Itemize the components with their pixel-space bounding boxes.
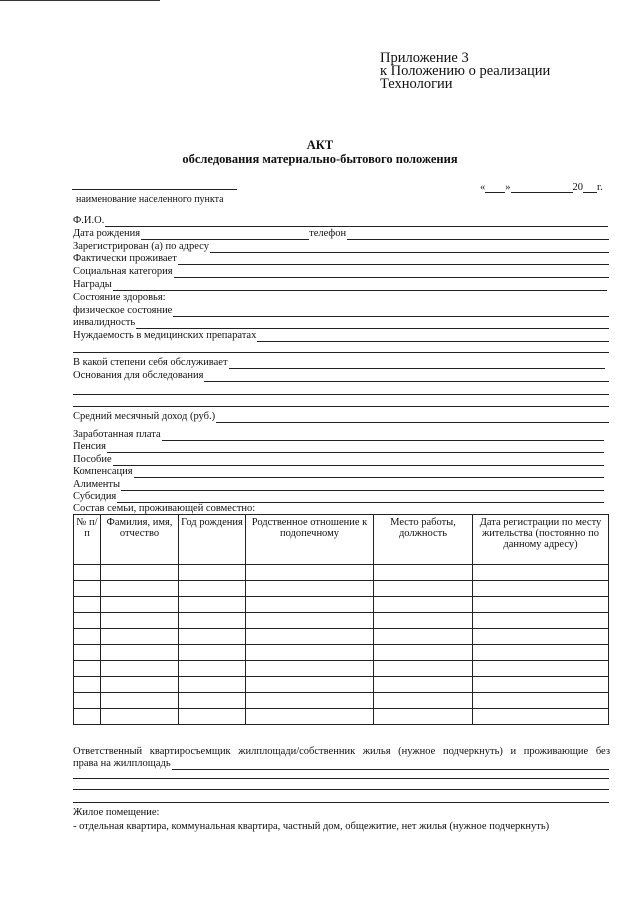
table-cell[interactable] <box>74 565 101 581</box>
table-cell[interactable] <box>101 645 179 661</box>
physical-state-label: физическое состояние <box>73 305 173 316</box>
table-row <box>74 645 609 661</box>
physical-state-row[interactable] <box>73 305 609 317</box>
table-cell[interactable] <box>101 581 179 597</box>
table-cell[interactable] <box>473 709 609 725</box>
table-cell[interactable] <box>246 629 374 645</box>
disability-label: инвалидность <box>73 317 136 328</box>
table-cell[interactable] <box>179 565 246 581</box>
table-row <box>74 629 609 645</box>
avg-income-label: Средний месячный доход (руб.) <box>73 411 216 422</box>
phone-label: телефон <box>309 228 347 239</box>
table-cell[interactable] <box>246 661 374 677</box>
table-cell[interactable] <box>374 629 473 645</box>
table-row <box>74 597 609 613</box>
medication-row[interactable] <box>73 330 609 342</box>
table-cell[interactable] <box>74 597 101 613</box>
date-close-quote: » <box>505 182 511 193</box>
table-cell[interactable] <box>246 597 374 613</box>
table-cell[interactable] <box>473 613 609 629</box>
date-suffix: г. <box>597 182 603 193</box>
housing-label: Жилое помещение: <box>73 807 160 818</box>
table-row <box>74 613 609 629</box>
birth-phone-row[interactable] <box>73 228 609 240</box>
table-cell[interactable] <box>374 597 473 613</box>
settlement-field[interactable] <box>72 189 237 190</box>
table-cell[interactable] <box>473 597 609 613</box>
tenant-line-2: права на жилплощадь <box>73 758 171 769</box>
table-cell[interactable] <box>473 629 609 645</box>
top-edge-line <box>0 0 160 1</box>
registered-label: Зарегистрирован (а) по адресу <box>73 241 209 252</box>
actual-address-input[interactable] <box>178 254 609 265</box>
survey-basis-label: Основания для обследования <box>73 370 204 381</box>
table-cell[interactable] <box>246 613 374 629</box>
col-number-header: № п/п <box>74 515 101 565</box>
salary-row[interactable] <box>73 429 604 441</box>
disability-input[interactable] <box>136 318 609 329</box>
allowance-label: Пособие <box>73 454 112 465</box>
date-month-blank[interactable] <box>511 182 573 193</box>
awards-label: Награды <box>73 279 112 290</box>
tenant-line-1: Ответственный квартиросъемщик жилплощади/собственник жилья (нужное подчеркнуть) и проживающие без <box>73 746 610 757</box>
table-cell[interactable] <box>246 677 374 693</box>
table-cell[interactable] <box>74 661 101 677</box>
salary-label: Заработанная плата <box>73 429 161 440</box>
survey-basis-line-3[interactable] <box>73 406 609 407</box>
table-cell[interactable] <box>374 661 473 677</box>
table-cell[interactable] <box>179 613 246 629</box>
col-birth-year-header: Год рождения <box>179 515 246 565</box>
allowance-row[interactable] <box>73 454 604 466</box>
housing-options: - отдельная квартира, коммунальная квартира, частный дом, общежитие, нет жилья (нужное подчеркнуть) <box>73 821 550 832</box>
table-cell[interactable] <box>473 581 609 597</box>
document-title: АКТ <box>306 138 334 152</box>
table-cell[interactable] <box>179 709 246 725</box>
pension-input[interactable] <box>107 442 604 453</box>
self-care-row[interactable] <box>73 357 605 369</box>
phone-input[interactable] <box>347 229 609 240</box>
social-category-row[interactable] <box>73 266 609 278</box>
tenant-line-2-row[interactable] <box>73 758 609 770</box>
table-cell[interactable] <box>246 709 374 725</box>
table-cell[interactable] <box>74 613 101 629</box>
date-year-blank[interactable] <box>583 182 597 193</box>
table-cell[interactable] <box>374 565 473 581</box>
appendix-line-1: Приложение 3 <box>380 50 469 66</box>
fio-label: Ф.И.О. <box>73 215 105 226</box>
date-day-blank[interactable] <box>485 182 505 193</box>
fio-input[interactable] <box>105 216 608 227</box>
table-cell[interactable] <box>179 677 246 693</box>
table-cell[interactable] <box>179 661 246 677</box>
date-open-quote: « <box>480 182 486 193</box>
medication-extra-line[interactable] <box>73 352 609 353</box>
allowance-input[interactable] <box>113 455 604 466</box>
family-table <box>73 514 609 725</box>
document-subtitle: обследования материально-бытового положения <box>182 152 458 166</box>
table-cell[interactable] <box>473 645 609 661</box>
date-field[interactable] <box>480 182 603 193</box>
compensation-label: Компенсация <box>73 466 133 477</box>
table-cell[interactable] <box>74 677 101 693</box>
appendix-line-2: к Положению о реализации <box>380 63 551 79</box>
subsidy-label: Субсидия <box>73 491 117 502</box>
date-year-prefix: 20 <box>572 182 583 193</box>
avg-income-row[interactable] <box>73 411 609 423</box>
salary-input[interactable] <box>162 430 604 441</box>
actual-address-label: Фактически проживает <box>73 253 177 264</box>
appendix-line-3: Технологии <box>380 76 453 92</box>
social-category-label: Социальная категория <box>73 266 173 277</box>
table-cell[interactable] <box>101 629 179 645</box>
table-row <box>74 565 609 581</box>
table-cell[interactable] <box>374 613 473 629</box>
col-name-header: Фамилия, имя, отчество <box>101 515 179 565</box>
table-cell[interactable] <box>74 629 101 645</box>
table-cell[interactable] <box>179 629 246 645</box>
table-cell[interactable] <box>74 693 101 709</box>
table-cell[interactable] <box>473 693 609 709</box>
compensation-row[interactable] <box>73 466 604 478</box>
table-cell[interactable] <box>179 581 246 597</box>
table-row <box>74 661 609 677</box>
registered-row[interactable] <box>73 241 609 253</box>
tenant-line-3[interactable] <box>73 778 609 779</box>
settlement-label: наименование населенного пункта <box>76 194 224 205</box>
appendix-note <box>380 52 550 91</box>
fio-row[interactable] <box>73 215 608 227</box>
compensation-input[interactable] <box>134 467 604 478</box>
tenant-line-4[interactable] <box>73 789 609 790</box>
table-row <box>74 677 609 693</box>
tenant-paragraph <box>73 746 610 758</box>
pension-row[interactable] <box>73 441 604 453</box>
family-table-header <box>74 515 609 565</box>
table-cell[interactable] <box>374 581 473 597</box>
table-cell[interactable] <box>179 693 246 709</box>
avg-income-input[interactable] <box>216 412 609 423</box>
table-cell[interactable] <box>246 645 374 661</box>
subsidy-row[interactable] <box>73 491 604 503</box>
disability-row[interactable] <box>73 317 609 329</box>
table-row <box>74 693 609 709</box>
social-category-input[interactable] <box>174 267 609 278</box>
table-cell[interactable] <box>179 597 246 613</box>
table-cell[interactable] <box>246 693 374 709</box>
alimony-label: Алименты <box>73 479 121 490</box>
table-cell[interactable] <box>101 709 179 725</box>
registered-input[interactable] <box>210 242 609 253</box>
table-cell[interactable] <box>473 677 609 693</box>
survey-basis-line-2[interactable] <box>73 394 609 395</box>
awards-input[interactable] <box>113 280 607 291</box>
survey-basis-row[interactable] <box>73 370 609 382</box>
medication-input[interactable] <box>257 331 609 342</box>
col-relation-header: Родственное отношение к подопечному <box>246 515 374 565</box>
table-cell[interactable] <box>246 565 374 581</box>
table-cell[interactable] <box>74 645 101 661</box>
health-state-label: Состояние здоровья: <box>73 292 166 303</box>
col-workplace-header: Место работы, должность <box>374 515 473 565</box>
subsidy-input[interactable] <box>117 492 604 503</box>
table-cell[interactable] <box>374 645 473 661</box>
table-cell[interactable] <box>101 597 179 613</box>
table-cell[interactable] <box>246 581 374 597</box>
physical-state-input[interactable] <box>173 306 609 317</box>
table-cell[interactable] <box>101 565 179 581</box>
table-cell[interactable] <box>473 661 609 677</box>
self-care-label: В какой степени себя обслуживает <box>73 357 228 368</box>
actual-address-row[interactable] <box>73 253 609 265</box>
table-cell[interactable] <box>374 709 473 725</box>
birth-date-input[interactable] <box>141 229 309 240</box>
table-cell[interactable] <box>179 645 246 661</box>
table-cell[interactable] <box>101 613 179 629</box>
family-label: Состав семьи, проживающей совместно: <box>73 503 256 514</box>
alimony-input[interactable] <box>121 480 604 491</box>
tenant-input[interactable] <box>172 759 609 770</box>
survey-basis-input[interactable] <box>204 371 609 382</box>
awards-row[interactable] <box>73 279 607 291</box>
table-cell[interactable] <box>74 581 101 597</box>
table-row <box>74 581 609 597</box>
table-row <box>74 709 609 725</box>
table-cell[interactable] <box>101 693 179 709</box>
medication-label: Нуждаемость в медицинских препаратах <box>73 330 257 341</box>
table-cell[interactable] <box>473 565 609 581</box>
birth-date-label: Дата рождения <box>73 228 141 239</box>
col-registration-date-header: Дата регистрации по месту жительства (постоянно по данному адресу) <box>473 515 609 565</box>
table-cell[interactable] <box>374 677 473 693</box>
pension-label: Пенсия <box>73 441 106 452</box>
table-cell[interactable] <box>101 677 179 693</box>
self-care-input[interactable] <box>229 358 605 369</box>
table-cell[interactable] <box>74 709 101 725</box>
tenant-line-5[interactable] <box>73 802 609 803</box>
table-cell[interactable] <box>101 661 179 677</box>
alimony-row[interactable] <box>73 479 604 491</box>
table-cell[interactable] <box>374 693 473 709</box>
